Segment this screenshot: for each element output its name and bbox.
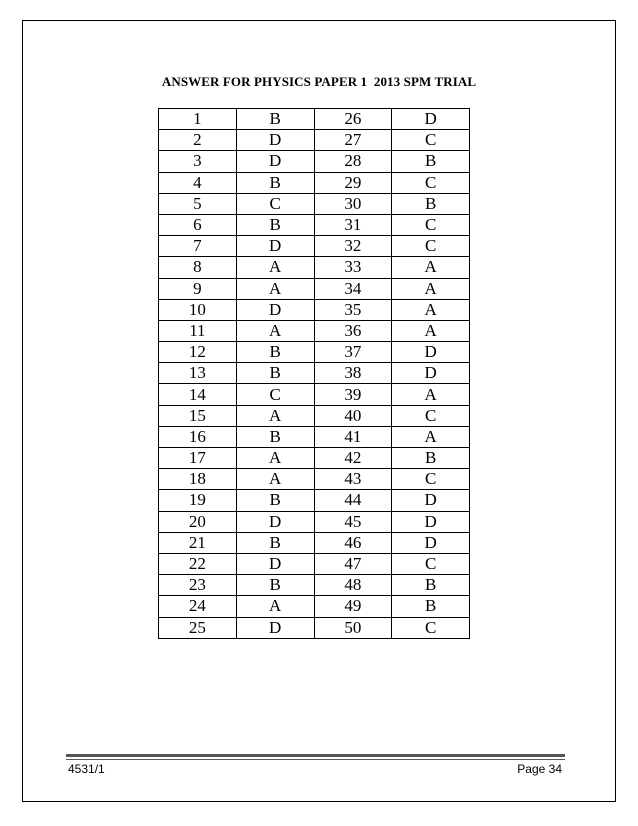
table-row xyxy=(159,532,470,553)
table-row xyxy=(159,278,470,299)
answer-cell: D xyxy=(236,299,314,320)
table-row xyxy=(159,469,470,490)
question-number-cell: 11 xyxy=(159,320,237,341)
table-row xyxy=(159,342,470,363)
question-number-cell: 32 xyxy=(314,236,392,257)
answer-cell: B xyxy=(236,342,314,363)
answer-cell: B xyxy=(236,490,314,511)
table-row xyxy=(159,151,470,172)
question-number-cell: 48 xyxy=(314,575,392,596)
table-row xyxy=(159,299,470,320)
question-number-cell: 2 xyxy=(159,130,237,151)
question-number-cell: 45 xyxy=(314,511,392,532)
answer-cell: A xyxy=(392,320,470,341)
question-number-cell: 39 xyxy=(314,384,392,405)
table-row xyxy=(159,617,470,638)
table-row xyxy=(159,426,470,447)
answer-cell: A xyxy=(392,299,470,320)
table-row xyxy=(159,363,470,384)
question-number-cell: 26 xyxy=(314,109,392,130)
page-title: ANSWER FOR PHYSICS PAPER 1 2013 SPM TRIAL xyxy=(161,74,477,89)
table-row xyxy=(159,596,470,617)
answer-cell: D xyxy=(236,236,314,257)
table-row xyxy=(159,109,470,130)
answer-cell: C xyxy=(392,236,470,257)
answer-cell: D xyxy=(236,617,314,638)
answer-cell: D xyxy=(236,130,314,151)
answer-cell: C xyxy=(392,469,470,490)
answer-cell: B xyxy=(236,214,314,235)
answer-cell: A xyxy=(236,278,314,299)
answer-cell: A xyxy=(236,320,314,341)
answer-cell: A xyxy=(392,426,470,447)
question-number-cell: 44 xyxy=(314,490,392,511)
answer-cell: C xyxy=(392,130,470,151)
answer-cell: C xyxy=(392,553,470,574)
question-number-cell: 30 xyxy=(314,193,392,214)
answer-cell: A xyxy=(392,257,470,278)
answer-cell: C xyxy=(392,214,470,235)
answer-cell: D xyxy=(392,532,470,553)
answer-cell: A xyxy=(236,469,314,490)
table-row xyxy=(159,257,470,278)
question-number-cell: 23 xyxy=(159,575,237,596)
table-row xyxy=(159,405,470,426)
question-number-cell: 41 xyxy=(314,426,392,447)
question-number-cell: 9 xyxy=(159,278,237,299)
table-row xyxy=(159,193,470,214)
question-number-cell: 21 xyxy=(159,532,237,553)
question-number-cell: 16 xyxy=(159,426,237,447)
answer-cell: D xyxy=(392,511,470,532)
question-number-cell: 29 xyxy=(314,172,392,193)
question-number-cell: 35 xyxy=(314,299,392,320)
question-number-cell: 36 xyxy=(314,320,392,341)
table-row xyxy=(159,236,470,257)
answer-cell: B xyxy=(392,448,470,469)
table-row xyxy=(159,490,470,511)
question-number-cell: 18 xyxy=(159,469,237,490)
question-number-cell: 22 xyxy=(159,553,237,574)
question-number-cell: 8 xyxy=(159,257,237,278)
answer-cell: A xyxy=(236,448,314,469)
question-number-cell: 13 xyxy=(159,363,237,384)
answer-cell: B xyxy=(392,596,470,617)
answer-cell: C xyxy=(392,617,470,638)
answer-cell: D xyxy=(236,511,314,532)
answer-cell: C xyxy=(236,384,314,405)
question-number-cell: 33 xyxy=(314,257,392,278)
question-number-cell: 37 xyxy=(314,342,392,363)
table-row xyxy=(159,511,470,532)
answer-cell: A xyxy=(392,384,470,405)
table-row xyxy=(159,575,470,596)
footer-divider-thin xyxy=(66,759,565,760)
answer-cell: B xyxy=(236,109,314,130)
answer-cell: D xyxy=(236,151,314,172)
question-number-cell: 38 xyxy=(314,363,392,384)
answer-cell: B xyxy=(392,193,470,214)
question-number-cell: 46 xyxy=(314,532,392,553)
answer-cell: B xyxy=(236,172,314,193)
question-number-cell: 3 xyxy=(159,151,237,172)
question-number-cell: 5 xyxy=(159,193,237,214)
answer-cell: B xyxy=(392,575,470,596)
table-row xyxy=(159,320,470,341)
question-number-cell: 47 xyxy=(314,553,392,574)
question-number-cell: 31 xyxy=(314,214,392,235)
answer-cell: A xyxy=(392,278,470,299)
question-number-cell: 4 xyxy=(159,172,237,193)
footer-paper-code: 4531/1 xyxy=(68,762,105,776)
table-row xyxy=(159,214,470,235)
table-row xyxy=(159,384,470,405)
table-row xyxy=(159,130,470,151)
question-number-cell: 17 xyxy=(159,448,237,469)
answer-cell: B xyxy=(236,532,314,553)
footer-page-number: Page 34 xyxy=(517,762,562,776)
question-number-cell: 14 xyxy=(159,384,237,405)
table-row xyxy=(159,553,470,574)
question-number-cell: 42 xyxy=(314,448,392,469)
question-number-cell: 50 xyxy=(314,617,392,638)
question-number-cell: 6 xyxy=(159,214,237,235)
answer-cell: B xyxy=(392,151,470,172)
answer-cell: D xyxy=(392,490,470,511)
question-number-cell: 27 xyxy=(314,130,392,151)
answer-cell: B xyxy=(236,575,314,596)
question-number-cell: 1 xyxy=(159,109,237,130)
answer-cell: B xyxy=(236,426,314,447)
footer-divider xyxy=(66,754,565,757)
question-number-cell: 10 xyxy=(159,299,237,320)
answer-cell: B xyxy=(236,363,314,384)
question-number-cell: 20 xyxy=(159,511,237,532)
answer-cell: D xyxy=(392,342,470,363)
answer-cell: C xyxy=(392,405,470,426)
answer-cell: A xyxy=(236,405,314,426)
table-row xyxy=(159,448,470,469)
question-number-cell: 34 xyxy=(314,278,392,299)
question-number-cell: 15 xyxy=(159,405,237,426)
question-number-cell: 49 xyxy=(314,596,392,617)
question-number-cell: 7 xyxy=(159,236,237,257)
question-number-cell: 43 xyxy=(314,469,392,490)
question-number-cell: 28 xyxy=(314,151,392,172)
answer-cell: C xyxy=(236,193,314,214)
answer-cell: D xyxy=(392,363,470,384)
question-number-cell: 24 xyxy=(159,596,237,617)
answer-table xyxy=(158,108,470,639)
answer-cell: A xyxy=(236,596,314,617)
answer-cell: D xyxy=(236,553,314,574)
answer-cell: A xyxy=(236,257,314,278)
answer-cell: C xyxy=(392,172,470,193)
question-number-cell: 12 xyxy=(159,342,237,363)
question-number-cell: 25 xyxy=(159,617,237,638)
question-number-cell: 19 xyxy=(159,490,237,511)
table-row xyxy=(159,172,470,193)
question-number-cell: 40 xyxy=(314,405,392,426)
answer-cell: D xyxy=(392,109,470,130)
